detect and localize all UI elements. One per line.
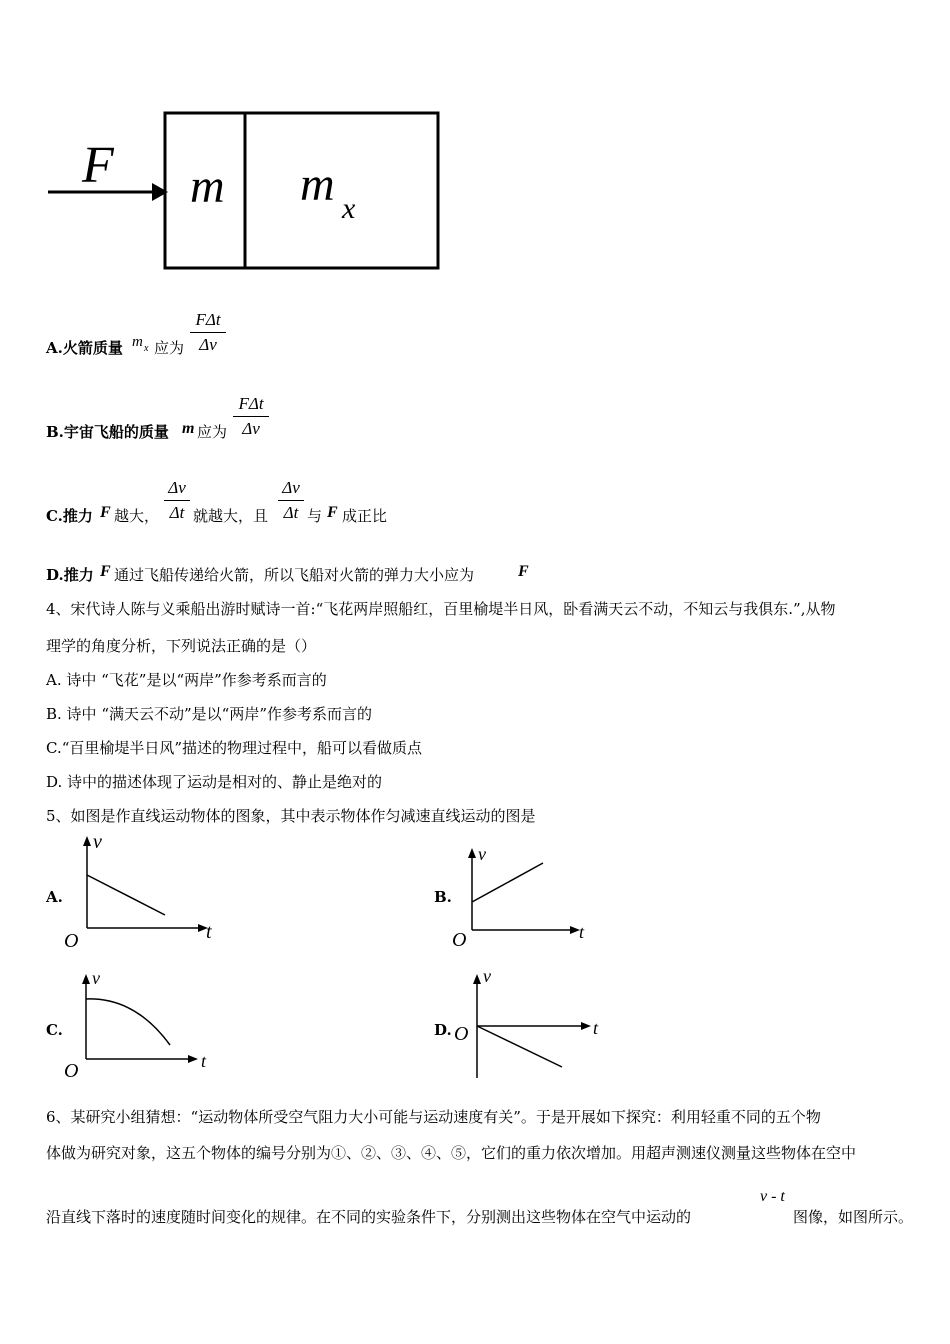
graph-b-v: v [478, 844, 486, 864]
q4-stem-line1: 4、宋代诗人陈与义乘船出游时赋诗一首:“飞花两岸照船红，百里榆堤半日风，卧看满天云不动，不知云与我俱东.”,从物 [46, 600, 836, 618]
q6-line1: 6、某研究小组猜想：“运动物体所受空气阻力大小可能与运动速度有关”。于是开展如下探究：利用轻重不同的五个物 [46, 1108, 821, 1126]
graph-b-label: B. [434, 888, 452, 906]
graph-a-v: v [93, 832, 102, 853]
option-c-var: F [100, 504, 111, 521]
option-c-var2: F [327, 504, 338, 521]
graph-a-line [87, 875, 165, 915]
q6-vt-symbol: v - t [760, 1188, 785, 1205]
option-c-denominator-2: Δt [283, 503, 299, 522]
option-d-prefix: D.推力 [46, 566, 94, 584]
option-b-numerator: FΔt [238, 394, 264, 413]
graph-c-t: t [201, 1051, 207, 1071]
q6-line3-b: 图像，如图所示。 [793, 1208, 914, 1226]
option-c-fraction-2 [278, 477, 304, 524]
q6-line2: 体做为研究对象，这五个物体的编号分别为①、②、③、④、⑤，它们的重力依次增加。用超声测速仪测量这些物体在空中 [46, 1144, 857, 1162]
graph-b [448, 842, 598, 952]
option-a-numerator: FΔt [195, 310, 221, 329]
graph-a-t: t [206, 921, 212, 943]
q4-option-c: C.“百里榆堤半日风”描述的物理过程中，船可以看做质点 [46, 739, 423, 757]
graph-b-line [472, 863, 543, 902]
option-c-fraction-1 [164, 477, 190, 524]
graph-d-v: v [483, 966, 491, 986]
block-mx [245, 113, 438, 268]
option-c-prefix: C.推力 [46, 507, 93, 525]
mass-mx-label: m [300, 158, 335, 211]
graph-d-t: t [593, 1018, 599, 1038]
graph-a-origin: O [64, 930, 79, 952]
q5-stem: 5、如图是作直线运动物体的图象，其中表示物体作匀减速直线运动的图是 [46, 807, 536, 825]
option-a-mid: 应为 [154, 339, 185, 357]
graph-d-origin: O [454, 1023, 469, 1045]
option-a-fraction [190, 309, 226, 356]
q4-stem-line2: 理学的角度分析，下列说法正确的是（） [46, 637, 317, 655]
graph-a-label: A. [46, 888, 63, 906]
graph-c-label: C. [46, 1021, 63, 1039]
graph-c-origin: O [64, 1060, 79, 1082]
force-diagram [40, 100, 460, 280]
option-d-var: F [100, 563, 111, 580]
option-b-fraction [233, 393, 269, 440]
option-c-numerator-1: Δv [168, 478, 186, 497]
graph-c-curve [86, 999, 170, 1045]
option-d-mid: 通过飞船传递给火箭，所以飞船对火箭的弹力大小应为 [114, 566, 475, 584]
graph-c-v: v [92, 968, 100, 988]
mass-m-label: m [190, 160, 225, 213]
graph-c [60, 964, 220, 1084]
graph-a [60, 832, 230, 952]
mass-mx-subscript: x [342, 192, 356, 225]
option-d-var2: F [518, 563, 529, 580]
q4-option-b: B. 诗中 “满天云不动”是以“两岸”作参考系而言的 [46, 705, 373, 723]
q6-line3-a: 沿直线下落时的速度随时间变化的规律。在不同的实验条件下，分别测出这些物体在空气中运动的 [46, 1208, 692, 1226]
option-c-denominator-1: Δt [169, 503, 185, 522]
option-b-prefix: B.宇宙飞船的质量 [46, 423, 169, 441]
option-a-prefix: A.火箭质量 [46, 339, 123, 357]
force-label: F [82, 137, 114, 194]
graph-b-origin: O [452, 929, 467, 951]
graph-d-line [477, 1026, 562, 1067]
option-a-sub: x [144, 343, 149, 354]
option-c-mid1: 越大， [114, 507, 160, 525]
q4-option-d: D. 诗中的描述体现了运动是相对的、静止是绝对的 [46, 773, 383, 791]
option-b-var: m [182, 420, 195, 437]
option-b-mid: 应为 [197, 423, 228, 441]
graph-d [448, 964, 608, 1084]
q4-option-a: A. 诗中 “飞花”是以“两岸”作参考系而言的 [46, 671, 327, 689]
option-b-denominator: Δv [242, 419, 260, 438]
option-a-denominator: Δv [199, 335, 217, 354]
option-c-mid3: 与 [307, 507, 323, 525]
graph-d-label: D. [434, 1021, 452, 1039]
graph-b-t: t [579, 922, 585, 942]
option-c-mid2: 就越大，且 [193, 507, 269, 525]
option-c-numerator-2: Δv [282, 478, 300, 497]
option-a-var: m [132, 334, 143, 350]
option-c-end: 成正比 [342, 507, 388, 525]
